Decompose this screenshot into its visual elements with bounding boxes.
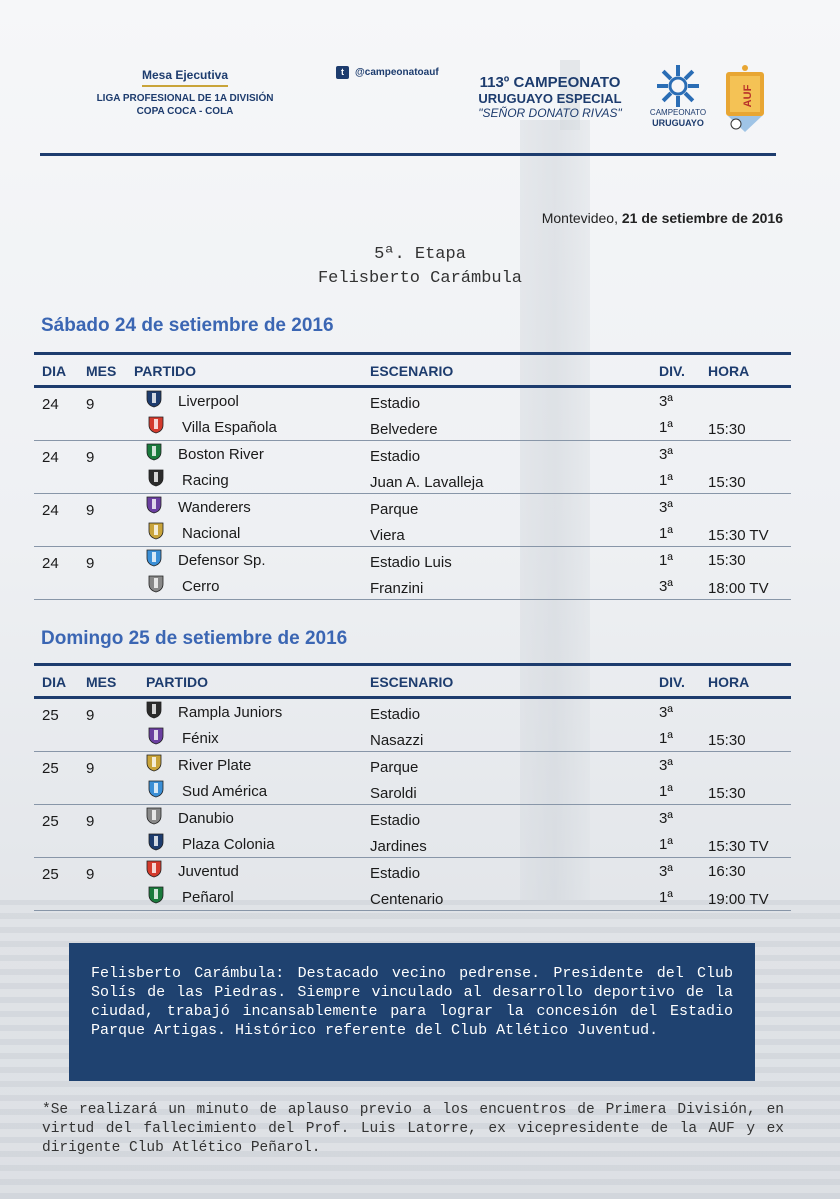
match-mes: 9 [86, 555, 95, 572]
match-team-1: Boston River [178, 446, 264, 463]
match-div-1: 3ª [659, 499, 673, 516]
match-hora-2: 15:30 TV [708, 838, 769, 855]
campeonato-line-1: 113º CAMPEONATO [479, 74, 621, 91]
match-hora-1: 15:30 [708, 552, 746, 569]
team-crest-icon [146, 807, 162, 825]
match-div-1: 3ª [659, 704, 673, 721]
match-team-2: Sud América [182, 783, 268, 800]
match-mes: 9 [86, 760, 95, 777]
match-div-2: 1ª [659, 836, 673, 853]
team-crest-icon [148, 780, 164, 798]
date-value: 21 de setiembre de 2016 [621, 210, 783, 226]
match-team-2: Cerro [182, 578, 220, 595]
col-escenario: ESCENARIO [370, 674, 454, 690]
match-escenario-2: Franzini [370, 580, 424, 597]
match-dia: 24 [42, 449, 59, 466]
match-div-2: 1ª [659, 730, 673, 747]
col-mes: MES [86, 674, 117, 690]
match-escenario-1: Estadio Luis [370, 554, 452, 571]
team-crest-icon [146, 701, 162, 719]
match-rows [34, 699, 791, 911]
twitter-handle[interactable] [336, 66, 439, 79]
team-crest-icon [148, 575, 164, 593]
match-escenario-1: Parque [370, 501, 419, 518]
day-title-sunday: Domingo 25 de setiembre de 2016 [41, 628, 348, 649]
match-escenario-1: Estadio [370, 448, 421, 465]
team-crest-icon [146, 496, 162, 514]
document-date [542, 210, 783, 226]
col-escenario: ESCENARIO [370, 363, 454, 379]
match-div-1: 1ª [659, 552, 673, 569]
etapa-number: 5ª. Etapa [374, 245, 466, 264]
team-crest-icon [146, 549, 162, 567]
team-crest-icon [148, 886, 164, 904]
match-team-2: Plaza Colonia [182, 836, 275, 853]
match-row [34, 441, 791, 494]
match-escenario-1: Estadio [370, 865, 421, 882]
schedule-table-saturday [34, 352, 791, 600]
col-div: DIV. [659, 363, 685, 379]
match-div-1: 3ª [659, 863, 673, 880]
col-hora: HORA [708, 363, 750, 379]
match-escenario-2: Centenario [370, 891, 444, 908]
match-escenario-2: Juan A. Lavalleja [370, 474, 484, 491]
tribute-note-box: Felisberto Carámbula: Destacado vecino pedrense. Presidente del Club Solís de las Piedras. Siempre vinculado al desarrollo deportivo de la ciudad, trabajó incansablemente para lograr la concesión del Estadio Parque Artigas. Histórico referente del Club Atlético Juventud. [69, 943, 755, 1081]
col-dia: DIA [42, 363, 67, 379]
match-mes: 9 [86, 866, 95, 883]
match-hora-2: 19:00 TV [708, 891, 769, 908]
match-rows [34, 388, 791, 600]
team-crest-icon [148, 727, 164, 745]
mesa-title: Mesa Ejecutiva [142, 68, 228, 87]
match-div-2: 1ª [659, 525, 673, 542]
match-row [34, 752, 791, 805]
match-div-2: 1ª [659, 472, 673, 489]
match-hora-2: 15:30 [708, 732, 746, 749]
match-dia: 25 [42, 813, 59, 830]
match-escenario-1: Estadio [370, 706, 421, 723]
team-crest-icon [148, 833, 164, 851]
twitter-text: @campeonatoauf [355, 67, 439, 78]
team-crest-icon [148, 522, 164, 540]
schedule-table-sunday [34, 663, 791, 911]
match-dia: 25 [42, 760, 59, 777]
match-hora-2: 15:30 [708, 785, 746, 802]
star-logo-icon [656, 64, 700, 108]
match-div-2: 1ª [659, 783, 673, 800]
match-row [34, 547, 791, 600]
match-hora-2: 15:30 [708, 474, 746, 491]
match-team-2: Racing [182, 472, 229, 489]
match-div-2: 1ª [659, 889, 673, 906]
mesa-line-2: COPA COCA - COLA [136, 106, 234, 117]
auf-label: AUF [742, 84, 754, 108]
twitter-icon: t [336, 66, 349, 79]
etapa-heading [0, 243, 840, 291]
col-hora: HORA [708, 674, 750, 690]
match-escenario-2: Viera [370, 527, 405, 544]
match-team-1: Liverpool [178, 393, 239, 410]
match-team-1: Rampla Juniors [178, 704, 283, 721]
match-team-2: Villa Española [182, 419, 277, 436]
match-div-1: 3ª [659, 810, 673, 827]
campeonato-line-2: URUGUAYO ESPECIAL [478, 91, 622, 106]
match-team-1: River Plate [178, 757, 252, 774]
col-dia: DIA [42, 674, 67, 690]
match-dia: 25 [42, 707, 59, 724]
match-div-1: 3ª [659, 446, 673, 463]
match-hora-2: 15:30 TV [708, 527, 769, 544]
date-prefix: Montevideo, [541, 210, 622, 226]
team-crest-icon [146, 754, 162, 772]
match-escenario-1: Parque [370, 759, 419, 776]
match-team-2: Fénix [182, 730, 219, 747]
match-escenario-2: Jardines [370, 838, 427, 855]
match-escenario-2: Nasazzi [370, 732, 424, 749]
match-escenario-1: Estadio [370, 395, 421, 412]
match-row [34, 805, 791, 858]
team-crest-icon [148, 416, 164, 434]
mesa-line-1: LIGA PROFESIONAL DE 1A DIVISIÓN [96, 93, 274, 104]
letterhead [0, 0, 840, 160]
match-hora-2: 18:00 TV [708, 580, 769, 597]
match-row [34, 858, 791, 911]
match-escenario-2: Belvedere [370, 421, 438, 438]
team-crest-icon [148, 469, 164, 487]
match-escenario-2: Saroldi [370, 785, 417, 802]
match-dia: 24 [42, 555, 59, 572]
match-escenario-1: Estadio [370, 812, 421, 829]
match-row [34, 494, 791, 547]
match-row [34, 388, 791, 441]
match-dia: 24 [42, 396, 59, 413]
col-mes: MES [86, 363, 117, 379]
logo-line-2: URUGUAYO [652, 118, 704, 128]
auf-crest-icon [724, 62, 766, 134]
header-divider [40, 153, 776, 156]
mesa-ejecutiva-block [60, 66, 310, 117]
col-div: DIV. [659, 674, 685, 690]
etapa-name: Felisberto Carámbula [317, 269, 523, 288]
match-team-2: Nacional [182, 525, 241, 542]
match-team-1: Danubio [178, 810, 234, 827]
match-hora-2: 15:30 [708, 421, 746, 438]
footnote: *Se realizará un minuto de aplauso previo a los encuentros de Primera División, en virtud del fallecimiento del Prof. Luis Latorre, ex vicepresidente de la AUF y ex dirigente Club Atlético Peñarol. [42, 1102, 784, 1156]
match-hora-1: 16:30 [708, 863, 746, 880]
match-div-2: 3ª [659, 578, 673, 595]
match-mes: 9 [86, 813, 95, 830]
match-mes: 9 [86, 449, 95, 466]
match-mes: 9 [86, 396, 95, 413]
campeonato-title [470, 74, 630, 120]
campeonato-line-3: "SEÑOR DONATO RIVAS" [478, 106, 622, 120]
table-header-row [34, 355, 791, 385]
col-partido: PARTIDO [146, 674, 208, 690]
table-header-row [34, 666, 791, 696]
match-team-1: Juventud [178, 863, 239, 880]
match-div-1: 3ª [659, 757, 673, 774]
campeonato-uruguayo-logo [646, 64, 710, 134]
day-title-saturday: Sábado 24 de setiembre de 2016 [41, 315, 334, 336]
match-dia: 25 [42, 866, 59, 883]
match-row [34, 699, 791, 752]
match-div-1: 3ª [659, 393, 673, 410]
match-mes: 9 [86, 707, 95, 724]
team-crest-icon [146, 443, 162, 461]
match-team-1: Defensor Sp. [178, 552, 266, 569]
team-crest-icon [146, 860, 162, 878]
match-team-2: Peñarol [182, 889, 234, 906]
col-partido: PARTIDO [134, 363, 196, 379]
match-mes: 9 [86, 502, 95, 519]
match-team-1: Wanderers [178, 499, 251, 516]
team-crest-icon [146, 390, 162, 408]
logo-line-1: CAMPEONATO [649, 108, 707, 117]
match-dia: 24 [42, 502, 59, 519]
match-div-2: 1ª [659, 419, 673, 436]
